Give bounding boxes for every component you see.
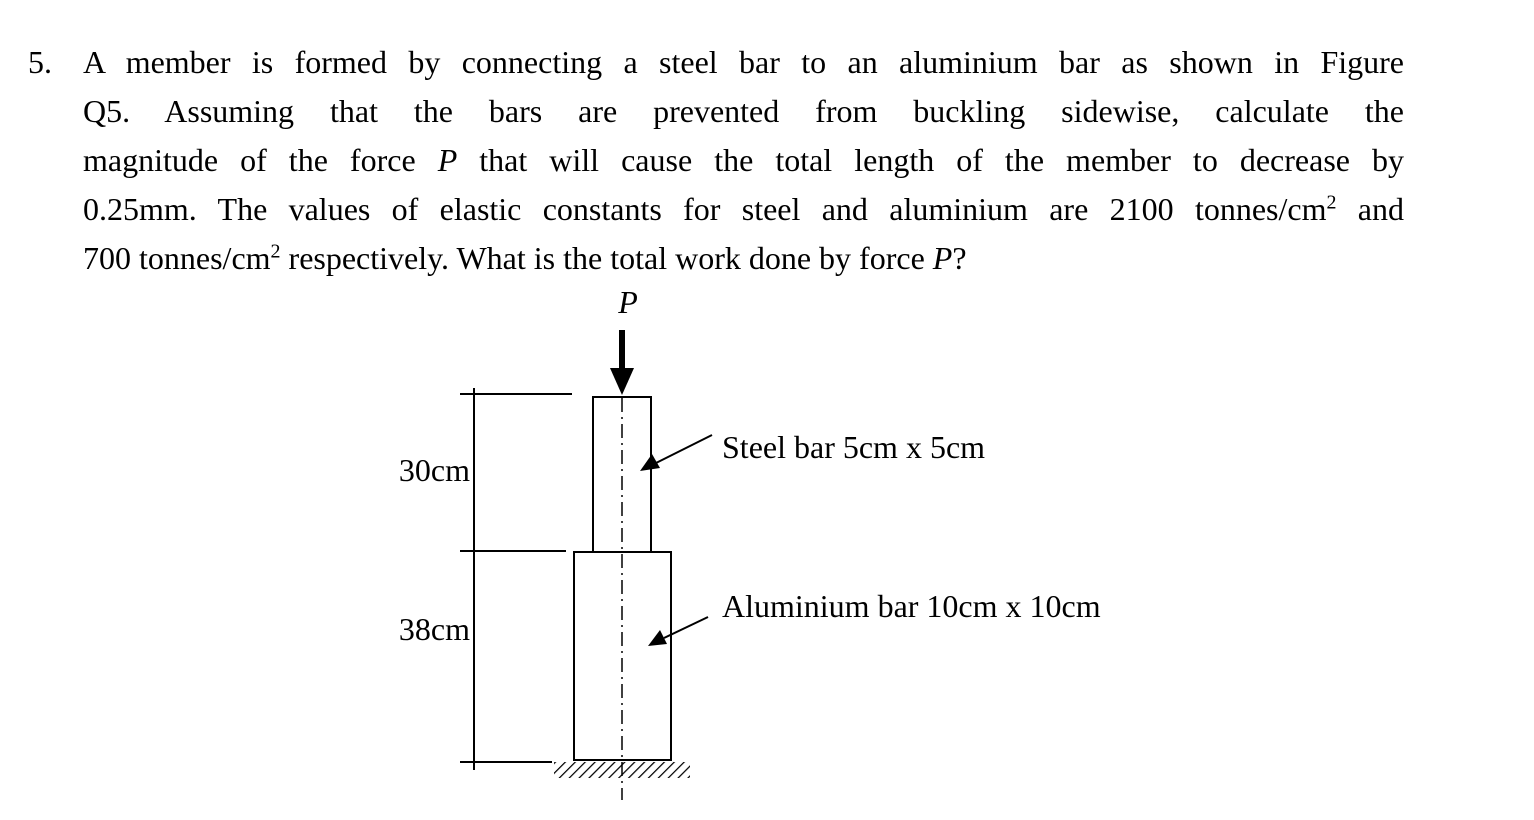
text-run: and (1336, 191, 1405, 227)
text-run: respectively. What is the total work done by force (280, 240, 933, 276)
text-run: magnitude of the force (83, 142, 438, 178)
text-run: that will cause the total length of the member to decrease by (457, 142, 1405, 178)
steel-leader-line (656, 435, 712, 463)
text-run: A member is formed by connecting a steel bar to an aluminium bar as shown in Figure (83, 44, 1404, 80)
question-number: 5. (28, 44, 52, 80)
fixed-support-hatch (554, 762, 690, 778)
steel-bar-label: Steel bar 5cm x 5cm (722, 429, 986, 465)
text-run: ? (952, 240, 967, 276)
superscript: 2 (1326, 191, 1337, 214)
text-run: 0.25mm. The values of elastic constants for steel and aluminium are 2100 tonnes/cm (83, 191, 1327, 227)
load-label: P (618, 284, 638, 320)
force-variable: P (932, 240, 953, 276)
text-run: Q5. Assuming that the bars are prevented from buckling sidewise, calculate the (83, 93, 1404, 129)
text-run: 700 tonnes/cm (83, 240, 271, 276)
force-variable: P (437, 142, 458, 178)
load-arrow-icon (610, 368, 634, 395)
aluminium-bar-label: Aluminium bar 10cm x 10cm (722, 588, 1101, 624)
aluminium-length-label: 38cm (398, 611, 470, 647)
superscript: 2 (270, 240, 281, 263)
steel-length-label: 30cm (398, 452, 470, 488)
